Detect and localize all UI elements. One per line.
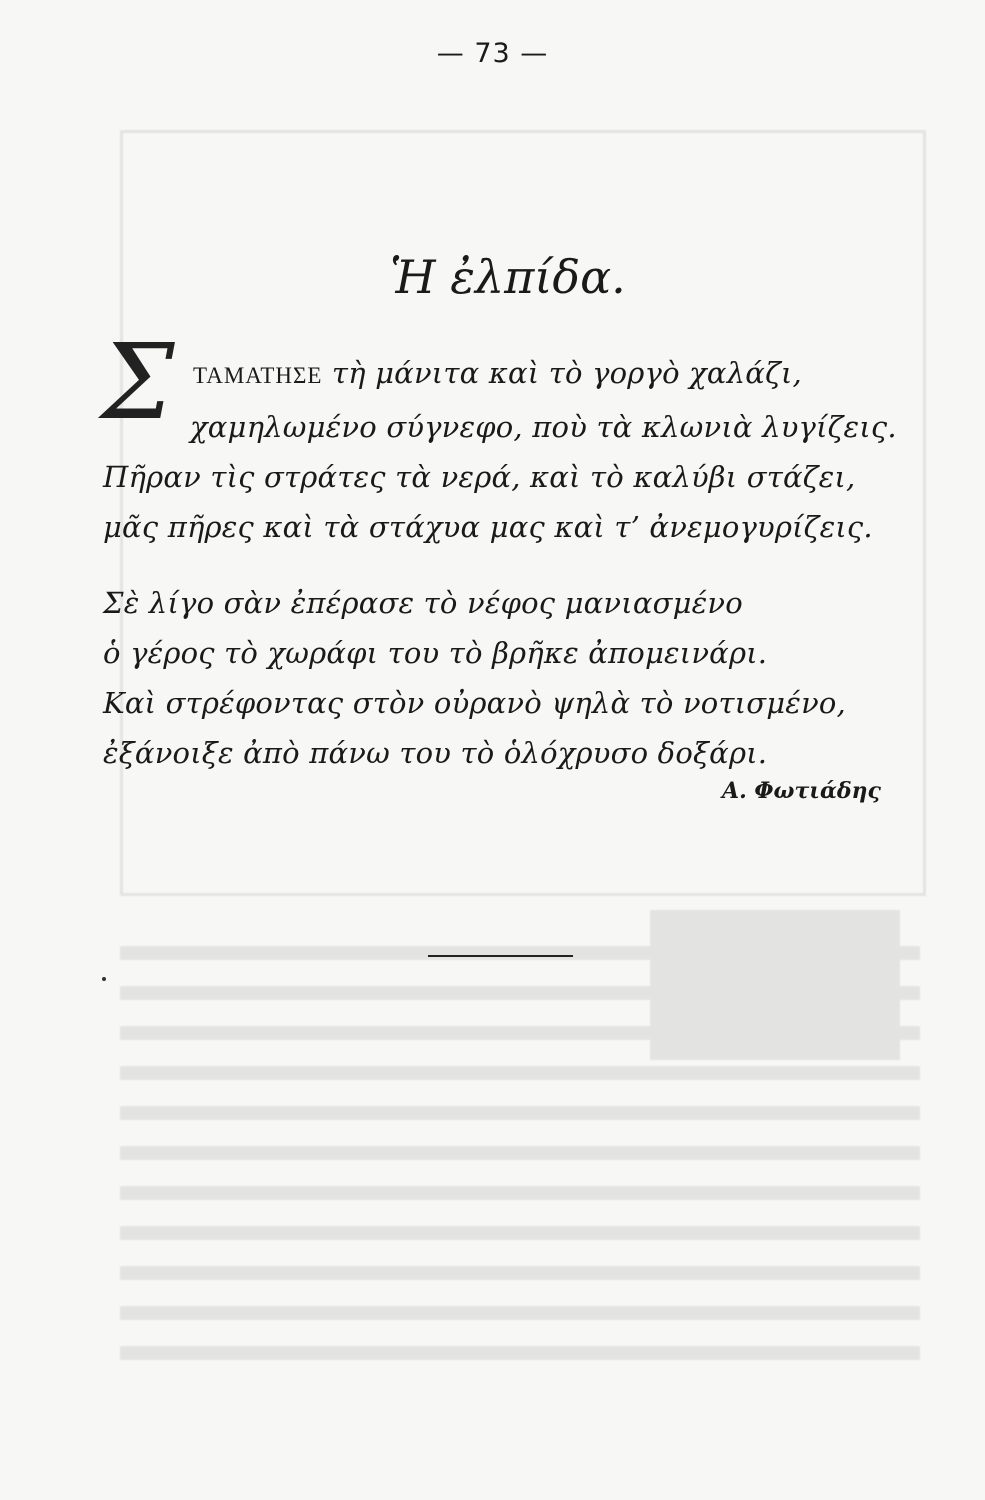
poem-line-8: ἐξάνοιξε ἀπὸ πάνω του τὸ ὁλόχρυσο δοξάρι. <box>103 736 768 770</box>
drop-cap-initial: Σ <box>101 321 175 443</box>
first-line-text <box>193 356 802 390</box>
poem-line-7: Καὶ στρέφοντας στὸν οὐρανὸ ψηλὰ τὸ νοτισμένο, <box>103 686 846 720</box>
poem-author: Α. Φωτιάδης <box>722 778 881 804</box>
poem-title: Ἡ ἐλπίδα. <box>390 250 626 304</box>
stray-mark <box>102 977 106 981</box>
first-word-caps: ΤΑΜΑΤΗΣΕ <box>193 363 323 388</box>
bleed-dark-block <box>650 910 900 1060</box>
first-line-rest: τὴ μάνιτα καὶ τὸ γοργὸ χαλάζι, <box>322 356 802 390</box>
section-divider-rule <box>428 955 573 957</box>
poem-line-2: χαμηλωμένο σύγνεφο, ποὺ τὰ κλωνιὰ λυγίζεις. <box>190 410 897 444</box>
bleed-text-lines <box>120 920 920 1380</box>
poem-line-6: ὁ γέρος τὸ χωράφι του τὸ βρῆκε ἀπομεινάρι. <box>103 636 768 670</box>
poem-line-3: Πῆραν τὶς στράτες τὰ νερά, καὶ τὸ καλύβι στάζει, <box>103 460 856 494</box>
poem-line-5: Σὲ λίγο σὰν ἐπέρασε τὸ νέφος μανιασμένο <box>103 586 743 620</box>
page-number: — 73 — <box>436 38 549 69</box>
poem-line-4: μᾶς πῆρες καὶ τὰ στάχυα μας καὶ τ’ ἀνεμογυρίζεις. <box>103 510 873 544</box>
